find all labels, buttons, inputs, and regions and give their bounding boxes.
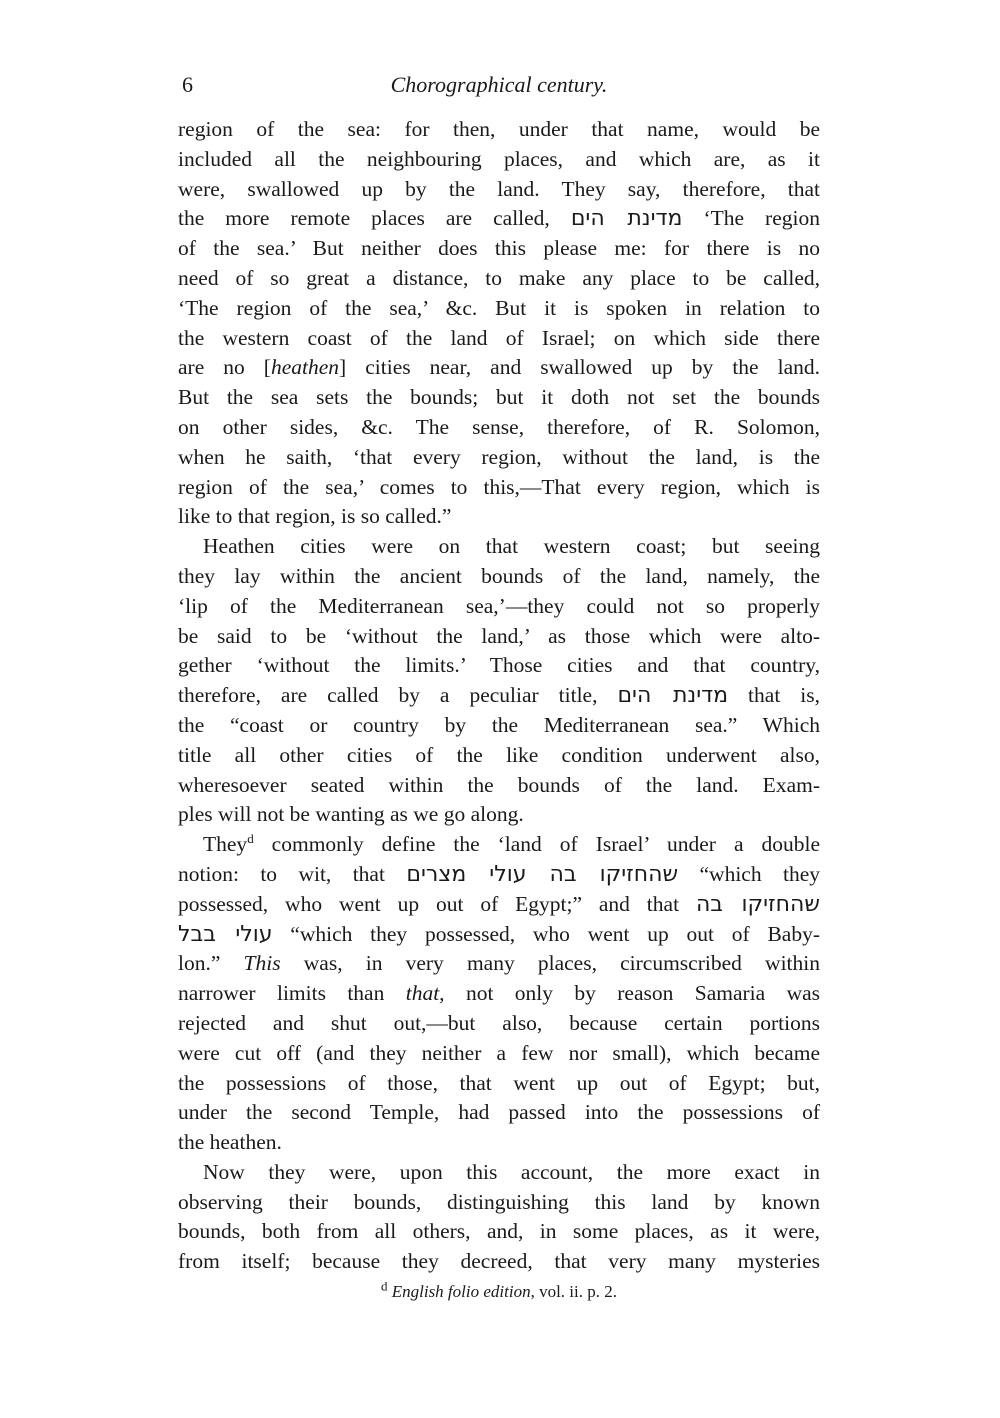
hebrew-phrase: שהחזיקו בה bbox=[695, 891, 820, 917]
text-line bbox=[178, 1009, 820, 1039]
text-segment: observing their bounds, distinguishing this land by known bbox=[178, 1189, 820, 1214]
text-line bbox=[178, 532, 820, 562]
text-line bbox=[178, 353, 820, 383]
text-segment: “which they possessed, who went up out of Baby- bbox=[272, 921, 821, 946]
text-segment: were, swallowed up by the land. They say, therefore, that bbox=[178, 176, 820, 201]
text-segment: of the sea.’ But neither does this please me: for there is no bbox=[178, 236, 820, 261]
text-segment: Heathen cities were on that western coast; but seeing bbox=[203, 534, 820, 559]
text-segment: the western coast of the land of Israel; on which side there bbox=[178, 325, 820, 350]
italic-text: This bbox=[243, 951, 281, 976]
text-line bbox=[178, 234, 820, 264]
text-line bbox=[178, 741, 820, 771]
text-line bbox=[178, 473, 820, 503]
italic-text: heathen bbox=[270, 355, 340, 380]
text-segment: bounds, both from all others, and, in some places, as it were, bbox=[178, 1219, 820, 1244]
text-line bbox=[178, 1098, 820, 1128]
text-line bbox=[178, 681, 820, 711]
text-line bbox=[178, 443, 820, 473]
hebrew-phrase: עולי בבל bbox=[178, 921, 273, 947]
text-line bbox=[178, 1128, 820, 1158]
text-line bbox=[178, 413, 820, 443]
text-segment: need of so great a distance, to make any place to be called, bbox=[178, 265, 820, 290]
text-line bbox=[178, 562, 820, 592]
text-line bbox=[178, 115, 820, 145]
text-line bbox=[178, 800, 820, 830]
text-segment: the possessions of those, that went up out of Egypt; but, bbox=[178, 1070, 820, 1095]
text-line bbox=[178, 622, 820, 652]
text-line bbox=[178, 294, 820, 324]
hebrew-phrase: מדינת הים bbox=[617, 683, 729, 709]
text-line bbox=[178, 264, 820, 294]
text-segment: ‘lip of the Mediterranean sea,’—they could not so properly bbox=[178, 593, 820, 618]
hebrew-phrase: מדינת הים bbox=[570, 206, 683, 232]
text-line bbox=[178, 1039, 820, 1069]
text-segment: they lay within the ancient bounds of the land, namely, the bbox=[178, 563, 820, 588]
footnote-marker: d bbox=[247, 830, 254, 846]
text-segment: wheresoever seated within the bounds of the land. Exam- bbox=[178, 772, 820, 797]
text-segment: ples will not be wanting as we go along. bbox=[178, 802, 524, 827]
text-segment: on other sides, &c. The sense, therefore, of R. Solomon, bbox=[178, 414, 820, 439]
footnote bbox=[178, 1278, 820, 1306]
text-segment: be said to be ‘without the land,’ as those which were alto- bbox=[178, 623, 820, 648]
text-line bbox=[178, 949, 820, 979]
text-line bbox=[178, 1247, 820, 1277]
running-header bbox=[178, 70, 820, 100]
text-line bbox=[178, 651, 820, 681]
text-line bbox=[178, 383, 820, 413]
text-segment: are no [ bbox=[178, 355, 271, 380]
text-segment: from itself; because they decreed, that very many mysteries bbox=[178, 1249, 820, 1274]
text-segment: like to that region, is so called.” bbox=[178, 504, 452, 529]
text-line bbox=[178, 890, 820, 920]
text-segment: the heathen. bbox=[178, 1130, 282, 1155]
text-line bbox=[178, 1188, 820, 1218]
text-line bbox=[178, 502, 820, 532]
text-segment: gether ‘without the limits.’ Those cities and that country, bbox=[178, 653, 820, 678]
text-line bbox=[178, 979, 820, 1009]
text-segment: But the sea sets the bounds; but it doth not set the bounds bbox=[178, 385, 820, 410]
text-line bbox=[178, 920, 820, 950]
text-segment: They bbox=[203, 832, 248, 857]
text-line bbox=[178, 204, 820, 234]
text-segment: commonly define the ‘land of Israel’ under a double bbox=[253, 832, 820, 857]
text-segment: region of the sea: for then, under that name, would be bbox=[178, 117, 820, 141]
text-segment: when he saith, ‘that every region, without the land, is the bbox=[178, 444, 820, 469]
text-segment: ] cities near, and swallowed up by the land. bbox=[339, 355, 821, 380]
text-segment: was, in very many places, circumscribed within bbox=[280, 951, 820, 976]
text-segment: the more remote places are called, bbox=[178, 206, 571, 231]
text-segment: not only by reason Samaria was bbox=[444, 981, 821, 1006]
text-line bbox=[178, 592, 820, 622]
running-title: Chorographical century. bbox=[390, 72, 608, 97]
footnote-reference: , vol. ii. p. 2. bbox=[530, 1282, 617, 1301]
footnote-source: English folio edition bbox=[391, 1282, 531, 1301]
text-segment: were cut off (and they neither a few nor small), which became bbox=[178, 1040, 820, 1065]
text-line bbox=[178, 711, 820, 741]
text-segment: therefore, are called by a peculiar title, bbox=[178, 683, 618, 708]
text-line bbox=[178, 771, 820, 801]
text-line bbox=[178, 1069, 820, 1099]
text-segment: the “coast or country by the Mediterranean sea.” Which bbox=[178, 712, 820, 737]
page-number: 6 bbox=[182, 72, 193, 97]
footnote-marker: d bbox=[380, 1278, 388, 1294]
text-segment: that is, bbox=[728, 683, 820, 708]
text-line bbox=[178, 860, 820, 890]
text-line bbox=[178, 175, 820, 205]
text-line bbox=[178, 1217, 820, 1247]
text-segment: rejected and shut out,—but also, because certain portions bbox=[178, 1010, 820, 1035]
text-segment: under the second Temple, had passed into the possessions of bbox=[178, 1100, 820, 1125]
text-line bbox=[178, 145, 820, 175]
hebrew-phrase: שהחזיקו בה עולי מצרים bbox=[406, 861, 679, 887]
text-segment: narrower limits than bbox=[178, 981, 406, 1006]
italic-text: that, bbox=[405, 981, 445, 1006]
text-line bbox=[178, 830, 820, 860]
text-segment: included all the neighbouring places, and which are, as it bbox=[178, 146, 820, 171]
text-segment: notion: to wit, that bbox=[178, 861, 407, 886]
text-line bbox=[178, 324, 820, 354]
text-segment: ‘The region bbox=[682, 206, 820, 231]
text-segment: title all other cities of the like condition underwent also, bbox=[178, 742, 820, 767]
text-line bbox=[178, 1158, 820, 1188]
text-segment: Now they were, upon this account, the more exact in bbox=[203, 1159, 820, 1184]
text-segment: ‘The region of the sea,’ &c. But it is spoken in relation to bbox=[178, 295, 820, 320]
text-segment: lon.” bbox=[178, 951, 244, 976]
body-text bbox=[178, 115, 820, 1277]
text-segment: “which they bbox=[678, 861, 820, 886]
text-segment: region of the sea,’ comes to this,—That every region, which is bbox=[178, 474, 820, 499]
text-segment: possessed, who went up out of Egypt;” and that bbox=[178, 891, 696, 916]
